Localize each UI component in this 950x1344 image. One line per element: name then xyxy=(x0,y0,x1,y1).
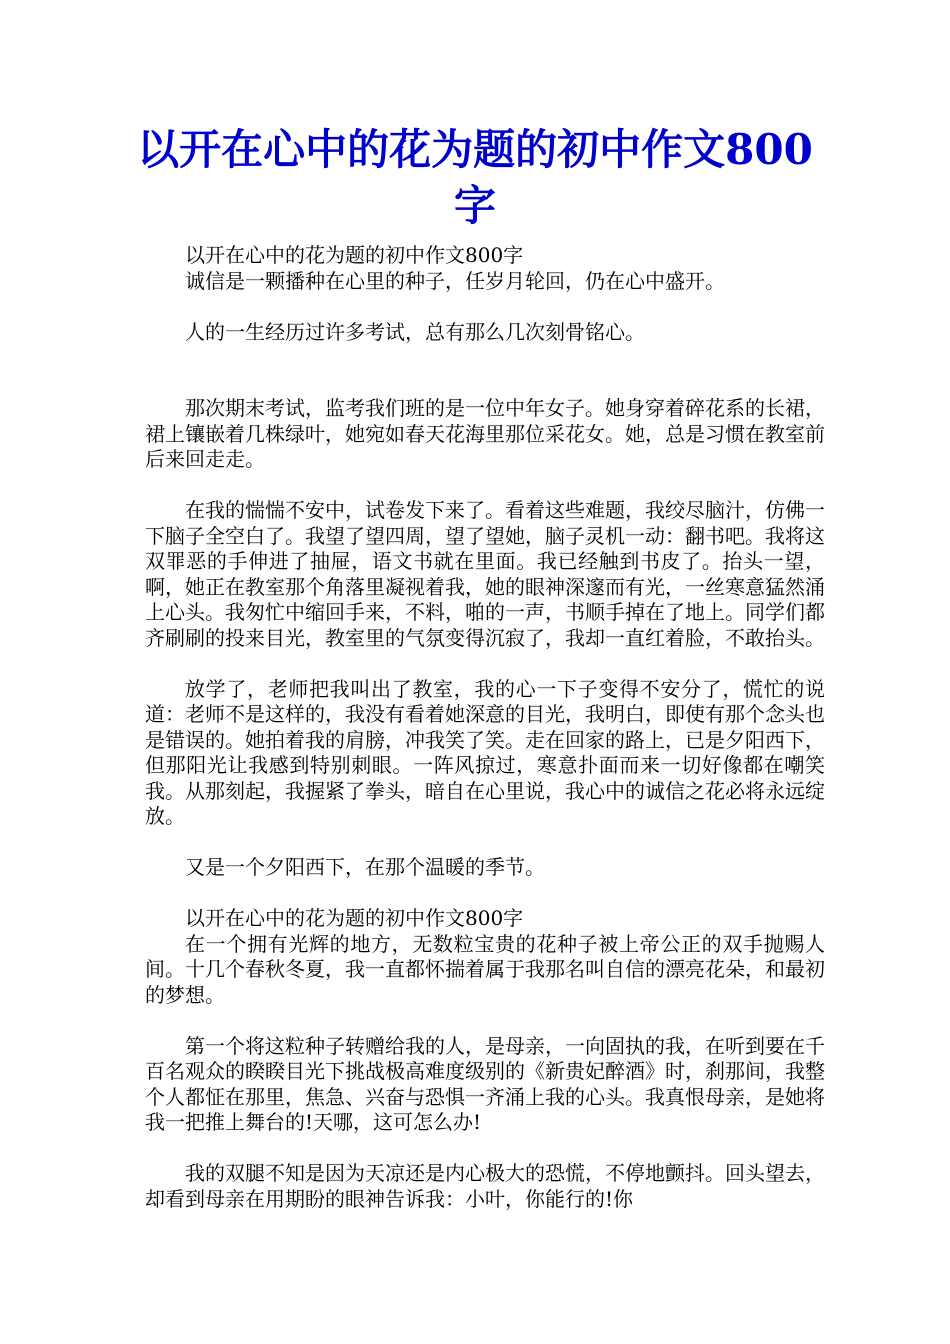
paragraph: 人的一生经历过许多考试，总有那么几次刻骨铭心。 xyxy=(185,319,645,344)
paragraph-gap xyxy=(145,1008,825,1034)
paragraph: 又是一个夕阳西下，在那个温暖的季节。 xyxy=(185,855,545,879)
paragraph: 在我的惴惴不安中，试卷发下来了。看着这些难题，我绞尽脑汁，仿佛一下脑子全空白了。我望了望四周，望了望她，脑子灵机一动：翻书吧。我将这双罪恶的手伸进了抽屉，语文书就在里面。我已经触到书皮了。抬头一望，啊，她正在教室那个角落里凝视着我，她的眼神深邃而有光，一丝寒意猛然涌上心头。我匆忙中缩回手来，不料，啪的一声，书顺手掉在了地上。同学们都齐刷刷的投来目光，教室里的气氛变得沉寂了，我却一直红着脸，不敢抬头。 xyxy=(145,498,825,650)
paragraph-gap xyxy=(145,294,825,320)
document-body xyxy=(145,243,825,1212)
paragraph-gap xyxy=(145,651,825,677)
paragraph-gap xyxy=(145,1136,825,1162)
paragraph: 我的双腿不知是因为天凉还是内心极大的恐慌，不停地颤抖。回头望去，却看到母亲在用期盼的眼神告诉我：小叶，你能行的!你 xyxy=(145,1161,825,1211)
document-title: 以开在心中的花为题的初中作文800字 xyxy=(137,125,813,230)
paragraph-gap xyxy=(145,345,825,371)
paragraph: 第一个将这粒种子转赠给我的人，是母亲，一向固执的我，在听到要在千百名观众的睽睽目光下挑战极高难度级别的《新贵妃醉酒》时，刹那间，我整个人都怔在那里，焦急、兴奋与恐惧一齐涌上我的心头。我真恨母亲，是她将我一把推上舞台的!天哪，这可怎么办! xyxy=(145,1033,825,1134)
paragraph: 那次期末考试，监考我们班的是一位中年女子。她身穿着碎花系的长裙，裙上镶嵌着几株绿叶，她宛如春天花海里那位采花女。她，总是习惯在教室前后来回走走。 xyxy=(145,396,825,471)
paragraph-gap xyxy=(145,830,825,856)
paragraph: 诚信是一颗播种在心里的种子，任岁月轮回，仍在心中盛开。 xyxy=(185,268,725,293)
paragraph-gap xyxy=(145,881,825,907)
section-heading: 以开在心中的花为题的初中作文800字 xyxy=(185,243,524,267)
paragraph: 在一个拥有光辉的地方，无数粒宝贵的花种子被上帝公正的双手抛赐人间。十几个春秋冬夏，我一直都怀揣着属于我那名叫自信的漂亮花朵，和最初的梦想。 xyxy=(145,931,825,1007)
paragraph-gap xyxy=(145,473,825,499)
paragraph-gap xyxy=(145,371,825,397)
paragraph: 放学了，老师把我叫出了教室，我的心一下子变得不安分了，慌忙的说道：老师不是这样的，我没有看着她深意的目光，我明白，即使有那个念头也是错误的。她拍着我的肩膀，冲我笑了笑。走在回家的路上，已是夕阳西下，但那阳光让我感到特别刺眼。一阵风掠过，寒意扑面而来一切好像都在嘲笑我。从那刻起，我握紧了拳头，暗自在心里说，我心中的诚信之花必将永远绽放。 xyxy=(145,676,825,828)
section-heading: 以开在心中的花为题的初中作文800字 xyxy=(185,906,524,930)
